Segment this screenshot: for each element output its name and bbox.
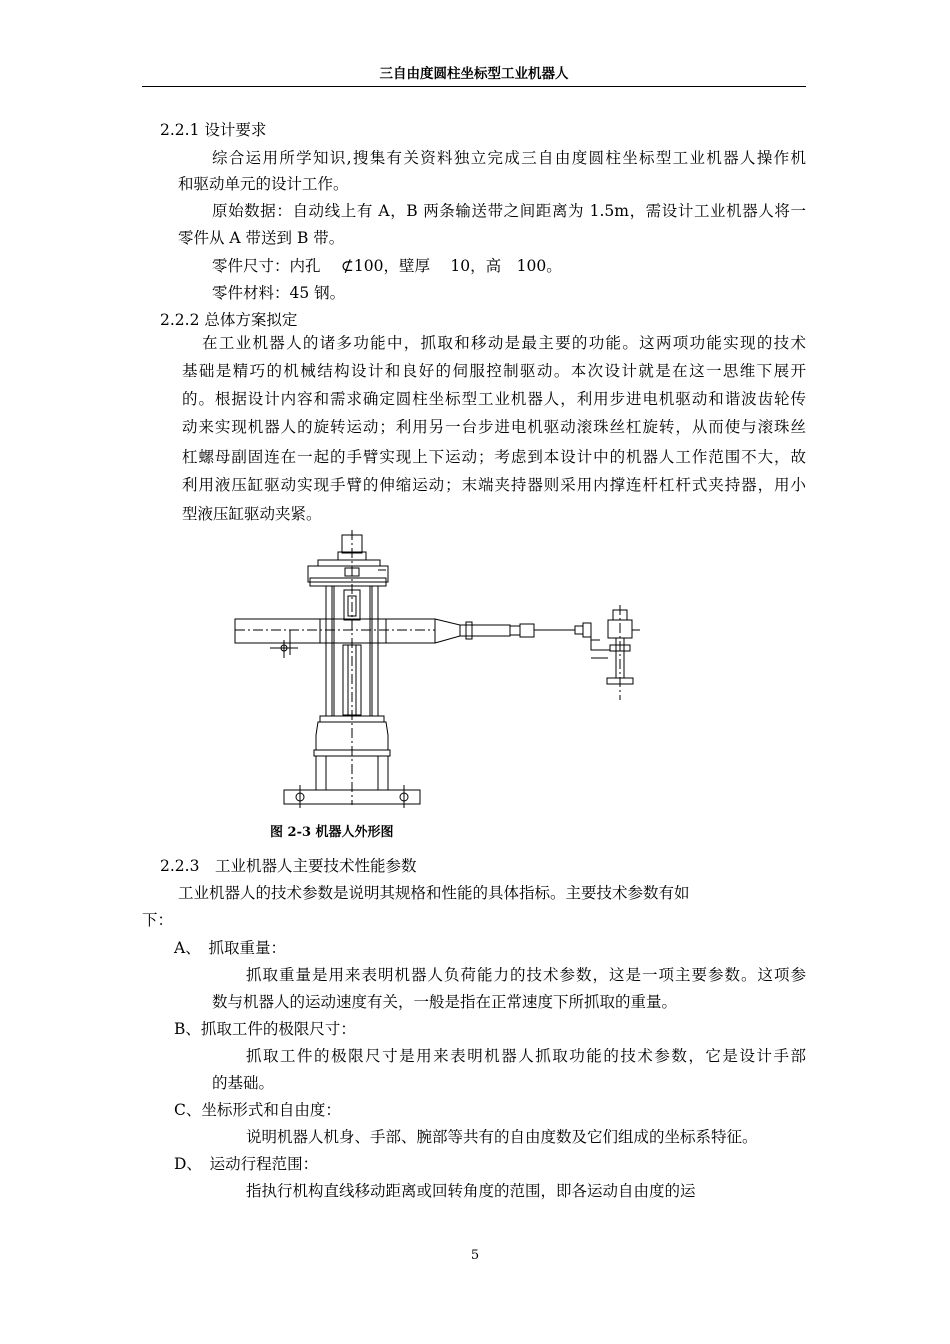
running-header: 三自由度圆柱坐标型工业机器人 bbox=[379, 66, 569, 82]
paragraph-line: 数与机器人的运动速度有关，一般是指在正常速度下所抓取的重量。 bbox=[212, 993, 678, 1011]
paragraph-line: 的。根据设计内容和需求确定圆柱坐标型工业机器人，利用步进电机驱动和谐波齿轮传 bbox=[182, 390, 806, 408]
paragraph-line: 指执行机构直线移动距离或回转角度的范围，即各运动自由度的运 bbox=[246, 1182, 696, 1200]
paragraph-line: 杠螺母副固连在一起的手臂实现上下运动；考虑到本设计中的机器人工作范围不大，故 bbox=[182, 448, 806, 466]
paragraph-line: 原始数据：自动线上有 A，B 两条输送带之间距离为 1.5m，需设计工业机器人将一 bbox=[212, 202, 806, 220]
paragraph-line: 动来实现机器人的旋转运动；利用另一台步进电机驱动滚珠丝杠旋转，从而使与滚珠丝 bbox=[182, 418, 806, 436]
list-item-a-label: A、 抓取重量： bbox=[174, 939, 286, 957]
paragraph-line: 型液压缸驱动夹紧。 bbox=[182, 505, 322, 523]
list-item-b-label: B、抓取工件的极限尺寸： bbox=[174, 1020, 356, 1038]
paragraph-line: 说明机器人机身、手部、腕部等共有的自由度数及它们组成的坐标系特征。 bbox=[246, 1128, 758, 1146]
paragraph-line: 利用液压缸驱动实现手臂的伸缩运动；末端夹持器则采用内撑连杆杠杆式夹持器，用小 bbox=[182, 476, 806, 494]
paragraph-line: 在工业机器人的诸多功能中，抓取和移动是最主要的功能。这两项功能实现的技术 bbox=[202, 334, 806, 352]
heading-2-2-2: 2.2.2 总体方案拟定 bbox=[160, 311, 298, 329]
paragraph-line: 工业机器人的技术参数是说明其规格和性能的具体指标。主要技术参数有如 bbox=[178, 884, 690, 902]
header-rule bbox=[142, 86, 806, 87]
heading-2-2-1: 2.2.1 设计要求 bbox=[160, 121, 267, 139]
paragraph-line: 的基础。 bbox=[212, 1074, 275, 1092]
paragraph-line: 和驱动单元的设计工作。 bbox=[178, 175, 349, 193]
list-item-d-label: D、 运动行程范围： bbox=[174, 1155, 319, 1173]
robot-outline-drawing bbox=[230, 530, 660, 810]
paragraph-line: 综合运用所学知识,搜集有关资料独立完成三自由度圆柱坐标型工业机器人操作机 bbox=[212, 149, 806, 167]
heading-2-2-3: 2.2.3 工业机器人主要技术性能参数 bbox=[160, 857, 417, 875]
page-number: 5 bbox=[470, 1248, 480, 1263]
list-item-c-label: C、坐标形式和自由度： bbox=[174, 1101, 341, 1119]
part-material: 零件材料：45 钢。 bbox=[212, 284, 346, 302]
paragraph-line: 基础是精巧的机械结构设计和良好的伺服控制驱动。本次设计就是在这一思维下展开 bbox=[182, 362, 806, 380]
paragraph-line: 零件从 A 带送到 B 带。 bbox=[178, 229, 345, 247]
paragraph-line: 抓取工件的极限尺寸是用来表明机器人抓取功能的技术参数，它是设计手部 bbox=[246, 1047, 806, 1065]
figure-caption: 图 2-3 机器人外形图 bbox=[270, 825, 394, 840]
part-dimensions: 零件尺寸：内孔 ⊄100，壁厚 10，高 100。 bbox=[212, 257, 562, 275]
paragraph-line: 抓取重量是用来表明机器人负荷能力的技术参数，这是一项主要参数。这项参 bbox=[246, 966, 806, 984]
paragraph-line: 下： bbox=[142, 911, 174, 929]
